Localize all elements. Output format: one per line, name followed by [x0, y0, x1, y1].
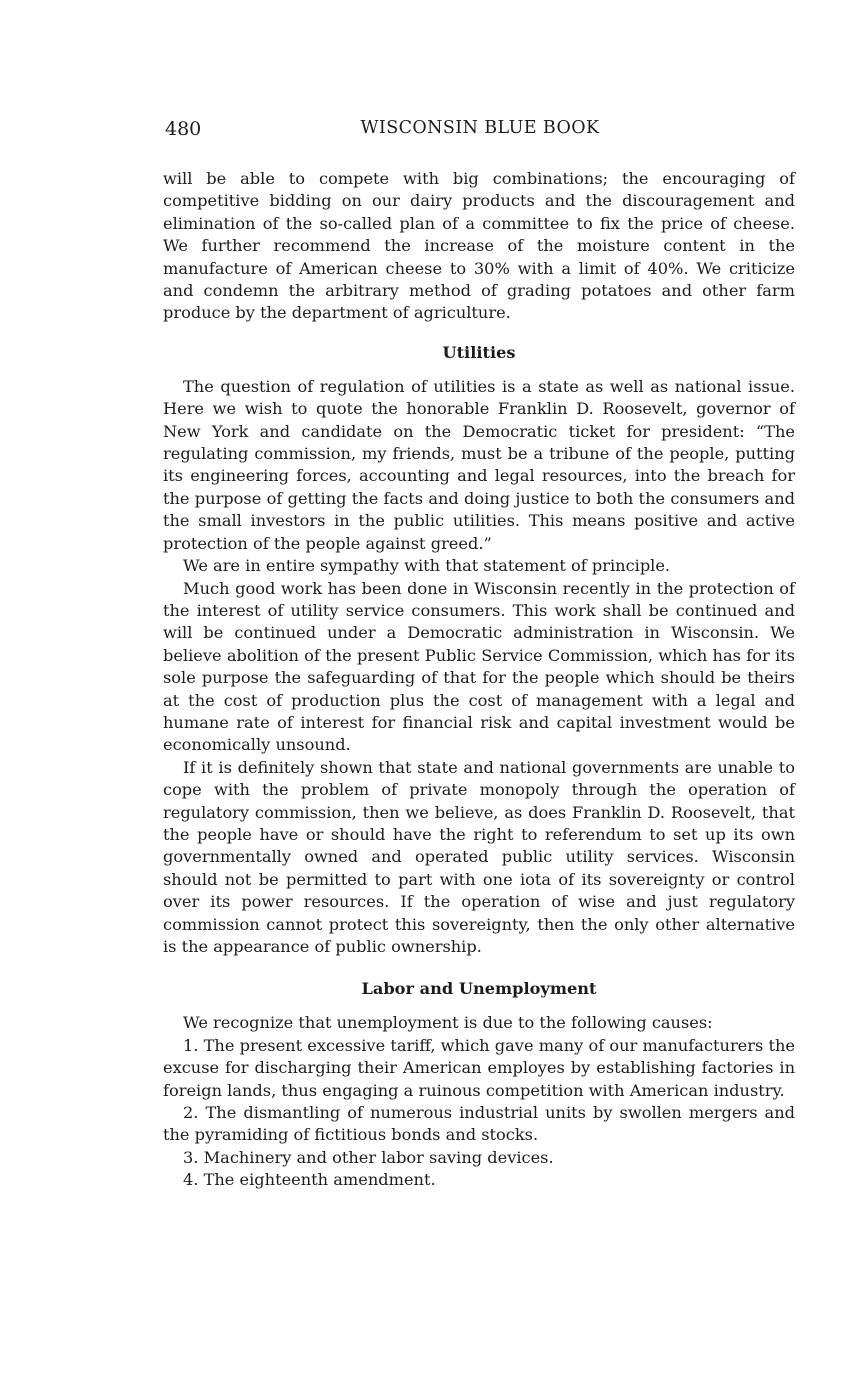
page-header: [165, 118, 795, 144]
utilities-paragraph: If it is definitely shown that state and national governments are unable to cope with the problem of private monopoly through the operation of regulatory commission, then we believe, as does Franklin D. Roosevelt, that the people have or should have the right to referendum to set up its own governmentally owned and operated public utility services. Wisconsin should not be permitted to part with one iota of its sovereignty or control over its power resources. If the operation of wise and just regulatory commission cannot protect this sovereignty, then the only other alternative is the appearance of public ownership.: [163, 757, 795, 956]
utilities-heading: Utilities: [442, 342, 516, 362]
labor-intro: We recognize that unemployment is due to the following causes:: [183, 1013, 713, 1033]
running-title: WISCONSIN BLUE BOOK: [360, 118, 600, 138]
page-body: [163, 168, 795, 1192]
labor-cause-item: 2. The dismantling of numerous industrial units by swollen mergers and the pyramiding of fictitious bonds and stocks.: [163, 1103, 795, 1145]
labor-heading: Labor and Unemployment: [361, 979, 597, 999]
utilities-paragraph: Much good work has been done in Wisconsin recently in the protection of the interest of utility service consumers. This work shall be continued and will be continued under a Democratic administration in Wisconsin. We believe abolition of the present Public Service Commission, which has for its sole purpose the safeguarding of that for the people which should be theirs at the cost of production plus the cost of management with a legal and humane rate of interest for financial risk and capital investment would be economically unsound.: [163, 578, 795, 755]
intro-paragraph: will be able to compete with big combinations; the encouraging of competitive bidding on our dairy products and the discouragement and elimination of the so-called plan of a committee to fix the price of cheese. We further recommend the increase of the moisture content in the manufacture of American cheese to 30% with a limit of 40%. We criticize and condemn the arbitrary method of grading potatoes and other farm produce by the department of agriculture.: [163, 169, 795, 323]
utilities-paragraph: We are in entire sympathy with that statement of principle.: [183, 556, 671, 576]
labor-cause-item: 3. Machinery and other labor saving devices.: [183, 1147, 554, 1167]
labor-cause-item: 1. The present excessive tariff, which gave many of our manufacturers the excuse for discharging their American employes by establishing factories in foreign lands, thus engaging a ruinous competition with American industry.: [163, 1035, 795, 1100]
labor-cause-item: 4. The eighteenth amendment.: [183, 1170, 436, 1190]
utilities-paragraph: The question of regulation of utilities is a state as well as national issue. Here we wish to quote the honorable Franklin D. Roosevelt, governor of New York and candidate on the Democratic ticket for president: “The regulating commission, my friends, must be a tribune of the people, putting its engineering forces, accounting and legal resources, into the breach for the purpose of getting the facts and doing justice to both the consumers and the small investors in the public utilities. This means positive and active protection of the people against greed.”: [163, 376, 795, 553]
page-number: 480: [165, 118, 202, 140]
